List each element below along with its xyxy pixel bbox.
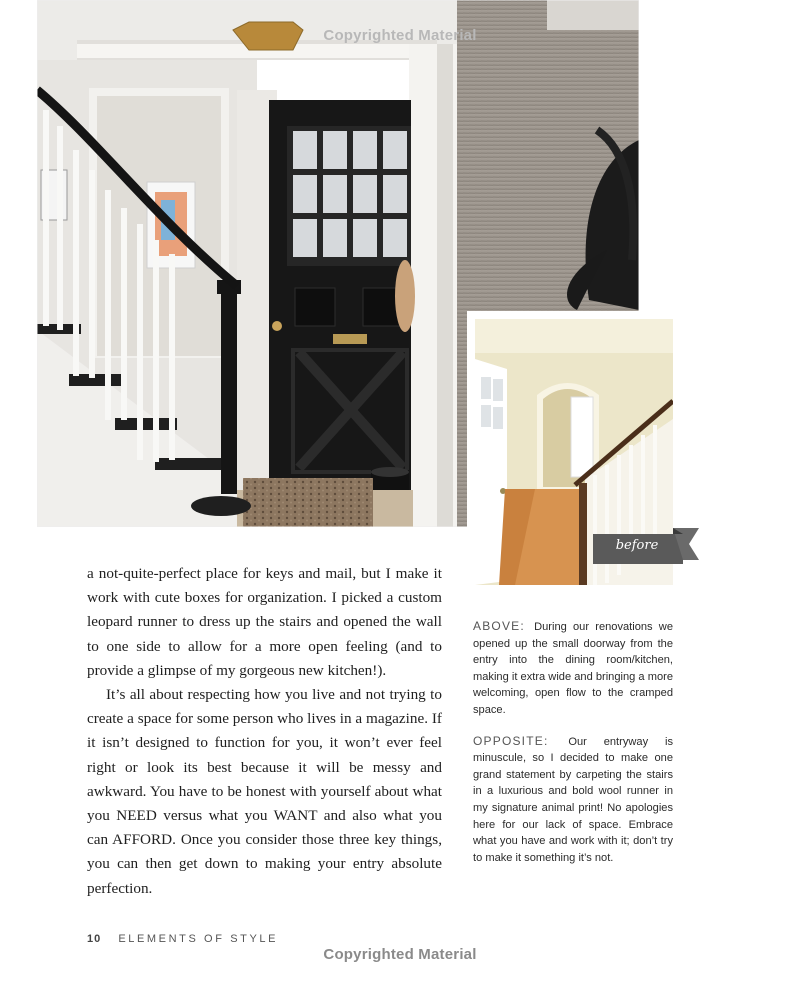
captions [473,618,673,880]
caption-opposite [473,733,673,867]
body-text [87,562,442,901]
before-label: before [615,538,659,553]
watermark-bottom: Copyrighted Material [323,946,477,963]
caption-above [473,618,673,719]
running-title: ELEMENTS OF STYLE [118,933,279,945]
before-label-banner [593,528,699,566]
page-number: 10 [87,933,102,945]
caption-label: OPPOSITE: [473,733,549,748]
caption-label: ABOVE: [473,619,525,633]
watermark-top: Copyrighted Material [323,27,477,44]
page-footer [87,933,278,945]
body-paragraph: a not-quite-perfect place for keys and mail, but I make it work with cute boxes for organization. I picked a custom leopard runner to dress up the stairs and opened the wall to one side to allow for a more open feeling (and to provide a glimpse of my gorgeous new kitchen!). [87,565,442,679]
caption-text: During our renovations we opened up the small doorway from the entry into the dining room/kitchen, making it extra wide and bringing a more welcoming, open flow to the cramped space. [473,621,673,716]
caption-text: Our entryway is minuscule, so I decided to make one grand statement by carpeting the stairs in a luxurious and bold wool runner in my signature animal print! No apologies here for our lack of space. Embrace what you have and work with it; don’t try to make it something it’s not. [473,735,673,864]
body-paragraph: It’s all about respecting how you live and not trying to create a space for some person who lives in a magazine. If it isn’t designed to function for you, it won’t ever feel right or look its best because it will be messy and awkward. You have to be honest with yourself about what you NEED versus what you WANT and also what you can AFFORD. Once you consider those three key things, you can then get down to making your entry absolute perfection. [87,686,442,897]
